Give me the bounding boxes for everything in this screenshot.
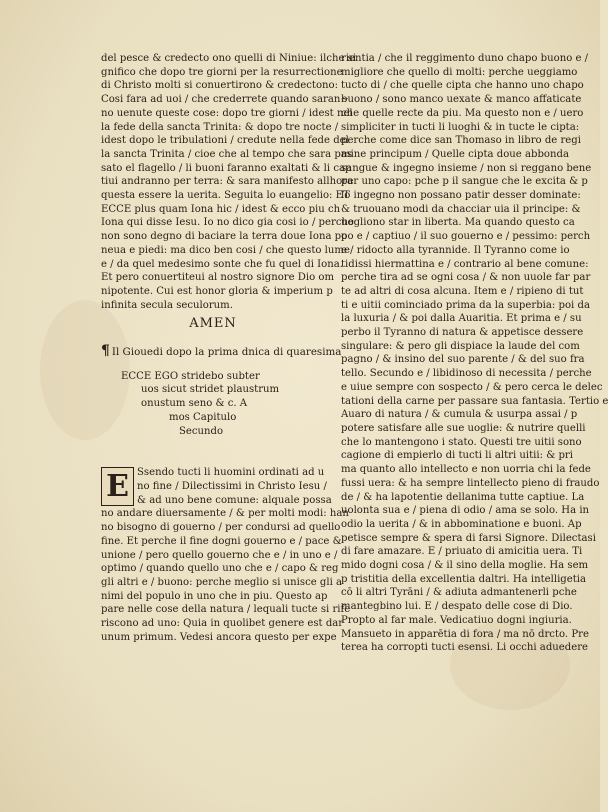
text-line: gli altri e / buono: perche meglio si unisce gli a [101,576,343,588]
text-line: p tristitia della excellentia daltri. Ha intelligetia [341,573,587,585]
text-line: idest dopo le tribulationi / credute nella fede del [101,135,349,147]
text-line: optimo / quando quello uno che e / capo & reg [101,563,339,575]
text-line: fussi uera: & ha sempre lintellecto pieno di fraudo [341,477,600,489]
right-column-text [341,52,608,655]
text-line: unum primum. Vedesi ancora questo per expe [101,631,337,643]
text-line: Mansueto in apparētia di fora / ma nō drcto. Pre [341,628,589,640]
left-column-text [101,52,357,312]
text-line: perche tira ad se ogni cosa / & non uuole far par [341,272,591,284]
text-line: perbo il Tyranno di natura & appetisce dessere [341,327,584,339]
text-line: non sono degno di baciare la terra doue Iona po [101,231,348,243]
sermon-body-text [101,466,351,644]
text-line: la fede della sancta Trinita: & dopo tre nocte / [101,121,339,133]
text-line: sangue & ingegno insieme / non si reggano bene [341,162,592,174]
text-line: uos sicut stridet plaustrum [141,384,280,396]
text-line: rientia / che il reggimento duno chapo buono e / [341,53,589,64]
text-line: Auaro di natura / & cumula & usurpa assai / p [341,409,578,421]
text-line: potere satisfare alle sue uoglie: & nutrire quelli [341,422,586,434]
text-line: & ad uno bene comune: alquale possa [137,494,332,506]
text-line: ti e uitii cominciado prima da la superbia: poi da [341,299,590,311]
text-line: e uiue sempre con sospecto / & pero cerca le delec [341,381,603,393]
text-line: no bisogno di gouerno / per condursi ad quello [101,522,341,534]
text-line: di fare amazare. E / priuato di amicitia uera. Ti [341,546,583,558]
text-line: po e / captiuo / il suo gouerno e / pessimo: perch [341,231,591,243]
text-line: ECCE plus quam Iona hic / idest & ecco piu ch [101,203,341,215]
text-line: per uno capo: pche p il sangue che le excita & p [341,176,588,188]
text-line: infinita secula seculorum. [101,299,233,311]
text-line: onustum seno & c. A [141,398,248,410]
text-line: Et pero conuertiteui al nostro signore Dio om [101,272,335,284]
text-line: neua e piedi: ma dico ben cosi / che questo lume [101,244,350,256]
text-line: no fine / Dilectissimi in Christo Iesu / [137,480,327,492]
text-line: de / & ha lapotentie dellanima tutte captiue. La [341,491,585,503]
text-line: questa essere la uerita. Seguita lo euangelio: ET [101,190,350,202]
section-heading [101,343,342,360]
text-line: migliore che quello di molti: perche ueggiamo [341,66,578,78]
text-line: gnifico che dopo tre giorni per la resurrectione [101,66,343,78]
text-line: che quelle recte da piu. Ma questo non e / uero [341,107,584,119]
text-line: Ssendo tucti li huomini ordinati ad u [137,467,325,479]
text-line: terea ha corropti tucti esensi. Li occhi aduedere [341,642,588,654]
text-line: e / ridocto alla tyrannide. Il Tyranno come io [341,244,570,256]
text-line: no uenute queste cose: dopo tre giorni / idest nel [101,107,353,119]
text-line: no andare diuersamente / & per molti modi: han [101,508,349,520]
text-line: ma quanto allo intellecto e non uorria chi la fede [341,464,591,476]
section-heading-text: Il Giouedi dopo la prima dnica di quaresima [111,346,342,359]
text-line: la sancta Trinita / cioe che al tempo che sara pas [101,148,353,160]
text-line: tello. Secundo e / libidinoso di necessita / perche [341,368,592,380]
text-line: fine. Et perche il fine dogni gouerno e / pace & [101,535,342,547]
text-line: mantegbino lui. E / despato delle cose di Dio. [341,601,573,613]
sermon-body [101,466,351,644]
text-line: pagno / & insino del suo parente / & del suo fra [341,354,585,366]
text-line: cagione di empierlo di tucti li altri uitii: & pri [341,450,573,462]
text-line: singulare: & pero gli dispiace la laude del com [341,340,580,352]
text-line: uolonta sua e / piena di odio / ama se solo. Ha in [341,505,590,517]
left-column [101,52,357,644]
text-line: buono / sono manco uexate & manco affaticate [341,94,582,106]
text-line: cō li altri Tyrāni / & adiuta admantenerli pche [341,587,577,599]
text-line: riscono ad uno: Quia in quolibet genere est dar [101,618,344,630]
text-line: ECCE EGO stridebo subter [121,370,260,382]
text-line: lo ingegno non possano patir desser dominate: [341,190,581,202]
text-line: & truouano modi da chacciar uia il principe: & [341,203,581,215]
text-line: perche come dice san Thomaso in libro de regi [341,135,581,147]
amen-line: AMEN [189,316,237,332]
text-line: Cosi fara ad uoi / che crederrete quando saran~ [101,94,349,106]
text-line: unione / pero quello gouerno che e / in uno e / [101,549,338,561]
text-line: che lo mantengono i stato. Questi tre uitii sono [341,436,582,448]
text-line: uogliono star in liberta. Ma quando questo ca [341,217,575,229]
text-line: tationi della carne per passare sua fantasia. Tertio e [341,395,608,407]
text-line: tiui andranno per terra: & sara manifesto allhora [101,176,353,188]
text-line: nipotente. Cui est honor gloria & imperium p [101,285,333,297]
text-line: Secundo [179,425,224,437]
scripture-quote [121,370,325,439]
text-line: odio la uerita / & in abbominatione e buoni. Ap [341,518,582,530]
text-line: simpliciter in tucti li luoghi & in tucte le cipta: [341,121,580,133]
text-line: e / da quel medesimo sonte che fu quel di Iona. [101,258,343,270]
text-line: la luxuria / & poi dalla Auaritia. Et prima e / su [341,313,582,325]
text-line: pare nelle cose della natura / lequali tucte si rife [101,604,351,616]
text-line: del pesce & credecto ono quelli di Niniue: ilche si [101,53,357,64]
right-column [341,52,608,655]
text-line: te ad altri di cosa alcuna. Item e / ripieno di tut [341,285,584,297]
pilcrow-icon: ¶ [101,343,110,360]
text-line: petisce sempre & spera di farsi Signore. Dilectasi [341,532,596,544]
text-line: nimi del populo in uno che in piu. Questo ap [101,590,328,602]
text-line: mos Capitulo [169,411,237,423]
text-line: mido dogni cosa / & il sino della moglie. Ha sem [341,560,589,572]
dropcap-initial: E [101,467,134,506]
text-line: di Christo molti si conuertirono & credectono: [101,80,339,92]
text-line: mine principum / Quelle cipta doue abbonda [341,148,569,160]
text-line: Propto al far male. Vedicatiuo dogni ingiuria. [341,614,572,626]
text-line: tidissi hiermattina e / contrario al bene comune: [341,258,589,270]
text-line: sato el flagello / li buoni faranno exaltati & li cap [101,162,352,174]
text-line: Iona qui disse Iesu. Io no dico gia cosi io / perche [101,217,354,229]
text-line: tucto di / che quelle cipta che hanno uno chapo [341,80,584,92]
